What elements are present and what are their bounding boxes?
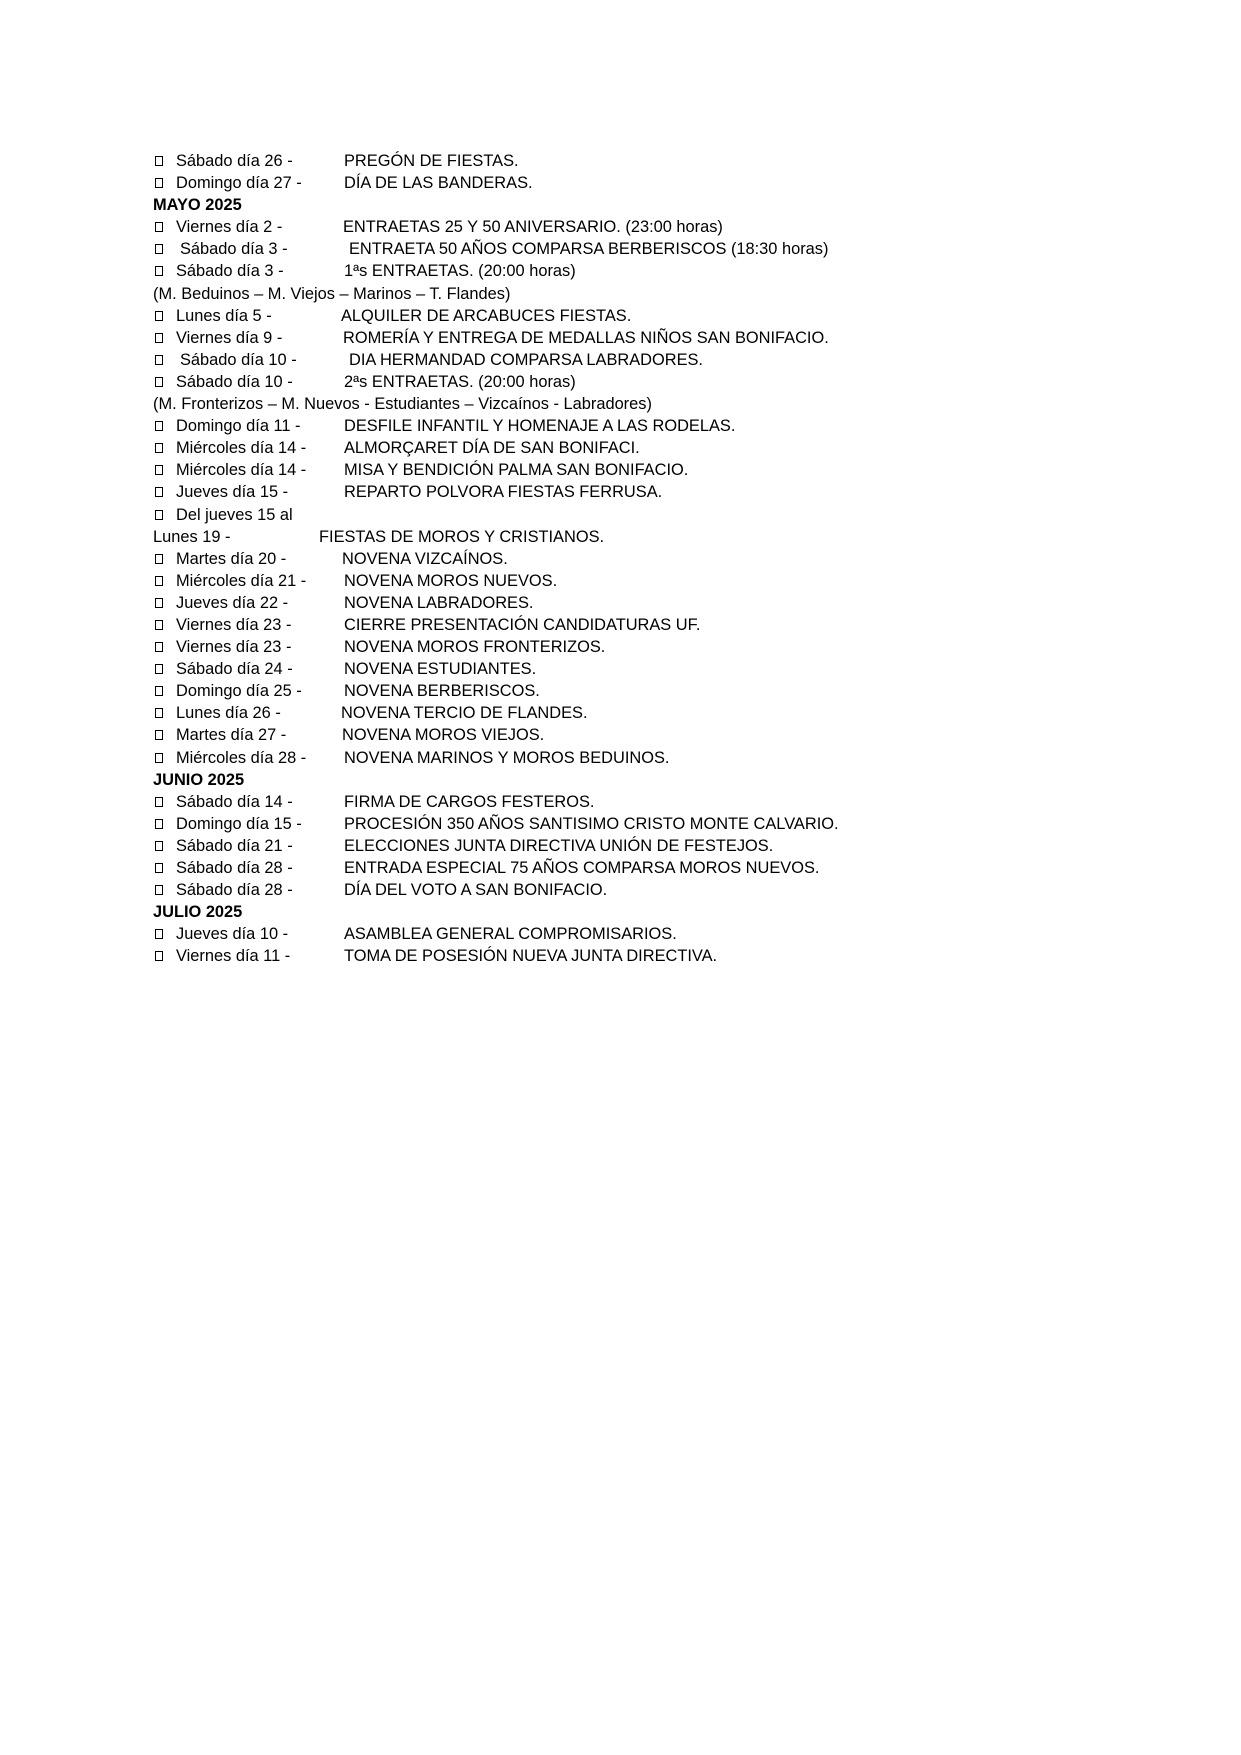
event-description: NOVENA TERCIO DE FLANDES. — [341, 704, 588, 723]
event-date: Viernes día 9 - — [176, 328, 283, 347]
event-description: ALMORÇARET DÍA DE SAN BONIFACI. — [344, 439, 640, 458]
event-date: Del jueves 15 al — [176, 505, 293, 524]
event-date: Miércoles día 28 - — [176, 748, 307, 767]
event-description: NOVENA BERBERISCOS. — [344, 682, 540, 701]
event-date: Sábado día 10 - — [176, 372, 293, 391]
bullet-box-icon — [155, 244, 163, 254]
bullet-box-icon — [155, 863, 163, 873]
bullet-box-icon — [155, 311, 163, 321]
event-date: Viernes día 11 - — [176, 947, 291, 966]
event-date: Domingo día 27 - — [176, 174, 302, 193]
event-item — [153, 747, 1153, 769]
bullet-box-icon — [155, 686, 163, 696]
event-item — [153, 592, 1153, 614]
event-description: FIESTAS DE MOROS Y CRISTIANOS. — [319, 527, 605, 546]
event-item — [153, 216, 1153, 238]
bullet-box-icon — [155, 333, 163, 343]
event-date: Miércoles día 14 - — [176, 439, 307, 458]
event-item — [153, 260, 1153, 282]
event-date: Domingo día 11 - — [176, 417, 301, 436]
event-date: Sábado día 28 - — [176, 859, 293, 877]
event-date: Miércoles día 14 - — [176, 461, 307, 480]
event-description: ENTRADA ESPECIAL 75 AÑOS COMPARSA MOROS NUEVOS. — [344, 859, 820, 877]
bullet-box-icon — [155, 443, 163, 453]
event-description: ALQUILER DE ARCABUCES FIESTAS. — [341, 306, 632, 325]
bullet-box-icon — [155, 819, 163, 829]
event-item — [153, 813, 1153, 835]
event-item — [153, 879, 1153, 901]
bullet-box-icon — [155, 642, 163, 652]
event-item — [153, 327, 1153, 349]
event-description: REPARTO POLVORA FIESTAS FERRUSA. — [344, 483, 663, 502]
bullet-box-icon — [155, 576, 163, 586]
plain-line — [153, 393, 1153, 415]
month-heading — [153, 194, 1153, 216]
bullet-box-icon — [155, 885, 163, 895]
event-item — [153, 172, 1153, 194]
event-description: PREGÓN DE FIESTAS. — [344, 152, 519, 170]
event-date: Martes día 20 - — [176, 549, 287, 568]
plain-line — [153, 283, 1153, 305]
event-description: NOVENA MARINOS Y MOROS BEDUINOS. — [344, 748, 670, 767]
event-date: Sábado día 14 - — [176, 792, 293, 811]
event-description: CIERRE PRESENTACIÓN CANDIDATURAS UF. — [344, 615, 701, 634]
bullet-box-icon — [155, 951, 163, 961]
bullet-box-icon — [155, 377, 163, 387]
event-item — [153, 570, 1153, 592]
event-date: Viernes día 23 - — [176, 638, 292, 657]
event-date: Sábado día 24 - — [176, 660, 293, 679]
event-description: NOVENA MOROS FRONTERIZOS. — [344, 638, 606, 657]
plain-text: (M. Beduinos – M. Viejos – Marinos – T. Flandes) — [153, 284, 511, 303]
event-description: NOVENA MOROS VIEJOS. — [342, 726, 545, 745]
event-description: MISA Y BENDICIÓN PALMA SAN BONIFACIO. — [344, 461, 689, 480]
bullet-box-icon — [155, 841, 163, 851]
bullet-box-icon — [155, 487, 163, 497]
bullet-box-icon — [155, 465, 163, 475]
event-description: DÍA DE LAS BANDERAS. — [344, 174, 533, 193]
event-date: Viernes día 2 - — [176, 218, 283, 237]
bullet-box-icon — [155, 598, 163, 608]
event-item — [153, 437, 1153, 459]
bullet-box-icon — [155, 178, 163, 188]
event-description: ELECCIONES JUNTA DIRECTIVA UNIÓN DE FESTEJOS. — [344, 836, 774, 855]
event-date: Jueves día 10 - — [176, 925, 289, 944]
bullet-box-icon — [155, 266, 163, 276]
bullet-box-icon — [155, 929, 163, 939]
event-item — [153, 238, 1153, 260]
plain-text: Lunes 19 - — [153, 527, 231, 546]
event-date: Sábado día 26 - — [176, 152, 293, 170]
bullet-box-icon — [155, 730, 163, 740]
event-date: Domingo día 15 - — [176, 814, 302, 833]
event-item — [153, 349, 1153, 371]
event-item — [153, 923, 1153, 945]
event-date: Sábado día 28 - — [176, 881, 293, 900]
event-date: Viernes día 23 - — [176, 615, 292, 634]
bullet-box-icon — [155, 510, 163, 520]
event-item — [153, 481, 1153, 503]
event-item — [153, 658, 1153, 680]
event-description: TOMA DE POSESIÓN NUEVA JUNTA DIRECTIVA. — [344, 947, 718, 966]
event-date: Sábado día 3 - — [176, 262, 284, 281]
event-item — [153, 371, 1153, 393]
bullet-box-icon — [155, 797, 163, 807]
bullet-box-icon — [155, 222, 163, 232]
event-description: 1ªs ENTRAETAS. (20:00 horas) — [344, 262, 576, 281]
bullet-box-icon — [155, 554, 163, 564]
event-item — [153, 415, 1153, 437]
event-date: Jueves día 22 - — [176, 593, 289, 612]
event-date: Domingo día 25 - — [176, 682, 302, 701]
bullet-box-icon — [155, 664, 163, 674]
month-heading-text: MAYO 2025 — [153, 196, 242, 215]
event-item — [153, 724, 1153, 746]
bullet-box-icon — [155, 355, 163, 365]
event-date: Lunes día 5 - — [176, 306, 272, 325]
bullet-box-icon — [155, 753, 163, 763]
event-item — [153, 305, 1153, 327]
event-description: DÍA DEL VOTO A SAN BONIFACIO. — [344, 881, 608, 900]
event-date: Jueves día 15 - — [176, 483, 289, 502]
event-item — [153, 548, 1153, 570]
event-date: Sábado día 10 - — [180, 350, 297, 369]
month-heading — [153, 901, 1153, 923]
event-description: ASAMBLEA GENERAL COMPROMISARIOS. — [344, 925, 677, 944]
event-item — [153, 857, 1153, 879]
event-description: DIA HERMANDAD COMPARSA LABRADORES. — [349, 350, 703, 369]
event-description: PROCESIÓN 350 AÑOS SANTISIMO CRISTO MONTE CALVARIO. — [344, 814, 839, 833]
month-heading-text: JULIO 2025 — [153, 903, 243, 922]
event-description: NOVENA MOROS NUEVOS. — [344, 571, 558, 590]
event-date: Martes día 27 - — [176, 726, 287, 745]
event-date: Lunes día 26 - — [176, 704, 281, 723]
event-description: 2ªs ENTRAETAS. (20:00 horas) — [344, 372, 576, 391]
bullet-box-icon — [155, 421, 163, 431]
event-calendar — [153, 150, 1153, 967]
event-item — [153, 504, 1153, 526]
event-description: NOVENA ESTUDIANTES. — [344, 660, 537, 679]
event-description: ENTRAETA 50 AÑOS COMPARSA BERBERISCOS (18:30 horas) — [349, 240, 829, 259]
event-item — [153, 614, 1153, 636]
event-description: ROMERÍA Y ENTREGA DE MEDALLAS NIÑOS SAN BONIFACIO. — [343, 328, 829, 347]
event-description: NOVENA LABRADORES. — [344, 593, 534, 612]
month-heading — [153, 769, 1153, 791]
event-item — [153, 636, 1153, 658]
event-date: Sábado día 3 - — [180, 240, 288, 259]
event-description: FIRMA DE CARGOS FESTEROS. — [344, 792, 595, 811]
event-item — [153, 945, 1153, 967]
event-date: Miércoles día 21 - — [176, 571, 307, 590]
bullet-box-icon — [155, 156, 163, 166]
bullet-box-icon — [155, 620, 163, 630]
event-item — [153, 835, 1153, 857]
event-date: Sábado día 21 - — [176, 836, 293, 855]
event-item — [153, 680, 1153, 702]
bullet-box-icon — [155, 708, 163, 718]
plain-text: (M. Fronterizos – M. Nuevos - Estudiantes – Vizcaínos - Labradores) — [153, 395, 652, 414]
month-heading-text: JUNIO 2025 — [153, 770, 245, 789]
event-description: ENTRAETAS 25 Y 50 ANIVERSARIO. (23:00 horas) — [343, 218, 723, 237]
event-item — [153, 791, 1153, 813]
event-item — [153, 702, 1153, 724]
event-description: DESFILE INFANTIL Y HOMENAJE A LAS RODELAS. — [344, 417, 736, 436]
plain-line — [153, 526, 1153, 548]
event-item — [153, 150, 1153, 172]
event-item — [153, 459, 1153, 481]
event-description: NOVENA VIZCAÍNOS. — [342, 549, 508, 568]
